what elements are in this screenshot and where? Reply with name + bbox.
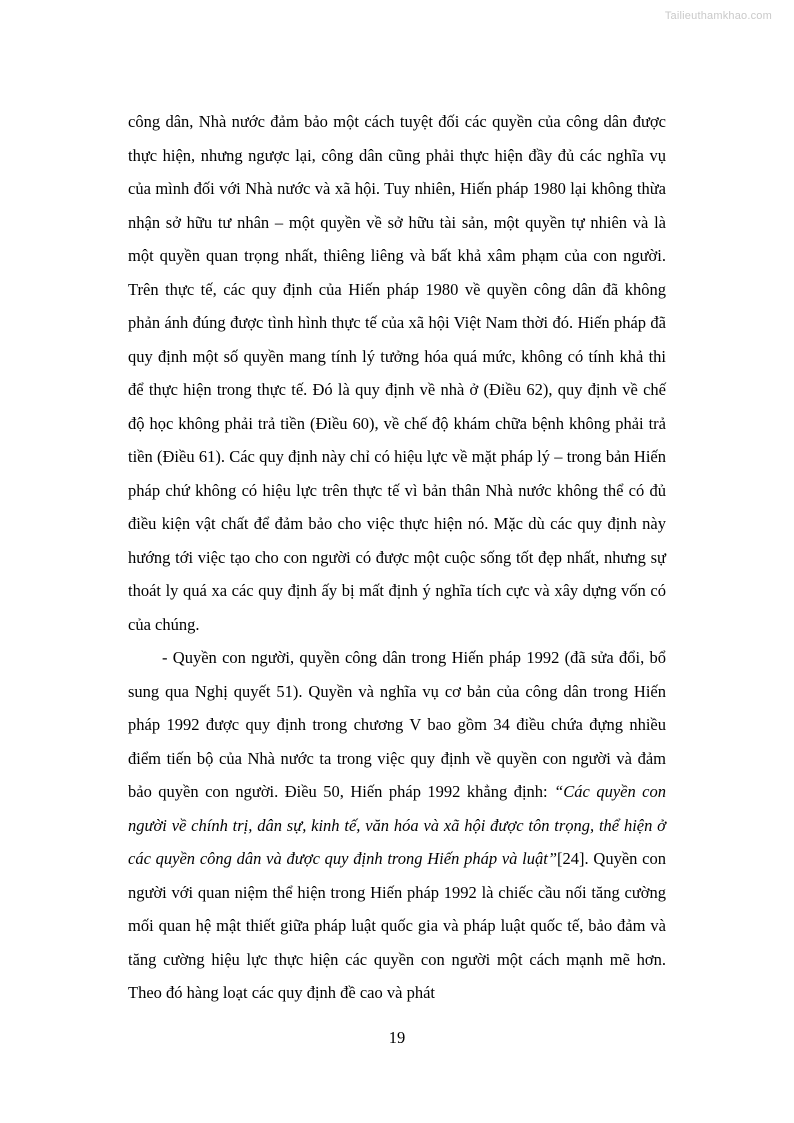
paragraph-2-quotation: “Các quyền con người về chính trị, dân sự, kinh tế, văn hóa và xã hội được tôn trọng, thể hiện ở các quyền công dân và được quy định trong Hiến pháp và luật” xyxy=(128,782,667,868)
paragraph-1-text: công dân, Nhà nước đảm bảo một cách tuyệt đối các quyền của công dân được thực hiện, nhưng ngược lại, công dân cũng phải thực hiện đầy đủ các nghĩa vụ của mình đối với Nhà nước và xã hội. Tuy nhiên, Hiến pháp 1980 lại không thừa nhận sở hữu tư nhân – một quyền về sở hữu tài sản, một quyền tự nhiên và là một quyền quan trọng nhất, thiêng liêng và bất khả xâm phạm của con người. Trên thực tế, các quy định của Hiến pháp 1980 về quyền công dân đã không phản ánh đúng được tình hình thực tế của xã hội Việt Nam thời đó. Hiến pháp đã quy định một số quyền mang tính lý tưởng hóa quá mức, không có tính khả thi để thực hiện trong thực tế. Đó là quy định về nhà ở (Điều 62), quy định về chế độ học không phải trả tiền (Điều 60), về chế độ khám chữa bệnh không phải trả tiền (Điều 61). Các quy định này chỉ có hiệu lực về mặt pháp lý – trong bản Hiến pháp chứ không có hiệu lực trên thực tế vì bản thân Nhà nước không thể có đủ điều kiện vật chất để đảm bảo cho việc thực hiện nó. Mặc dù các quy định này hướng tới việc tạo cho con người có được một cuộc sống tốt đẹp nhất, nhưng sự thoát ly quá xa các quy định ấy bị mất định ý nghĩa tích cực và xây dựng vốn có của chúng. xyxy=(128,112,666,634)
watermark-text: Tailieuthamkhao.com xyxy=(664,10,772,22)
paragraph-2-text-part-2: [24]. Quyền con người với quan niệm thể hiện trong Hiến pháp 1992 là chiếc cầu nối tăng cường mối quan hệ mật thiết giữa pháp luật quốc gia và pháp luật quốc tế, bảo đảm và tăng cường hiệu lực thực hiện các quyền con người một cách mạnh mẽ hơn. Theo đó hàng loạt các quy định đề cao và phát xyxy=(128,849,666,1002)
paragraph-2-text-part-1: - Quyền con người, quyền công dân trong Hiến pháp 1992 (đã sửa đổi, bổ sung qua Nghị quyết 51). Quyền và nghĩa vụ cơ bản của công dân trong Hiến pháp 1992 được quy định trong chương V bao gồm 34 điều chứa đựng nhiều điểm tiến bộ của Nhà nước ta trong việc quy định về quyền con người và đảm bảo quyền con người. Điều 50, Hiến pháp 1992 khẳng định: xyxy=(128,648,666,801)
document-body xyxy=(128,105,666,1010)
paragraph-2 xyxy=(128,641,666,1010)
page-number: 19 xyxy=(388,1028,406,1047)
paragraph-1 xyxy=(128,105,666,641)
